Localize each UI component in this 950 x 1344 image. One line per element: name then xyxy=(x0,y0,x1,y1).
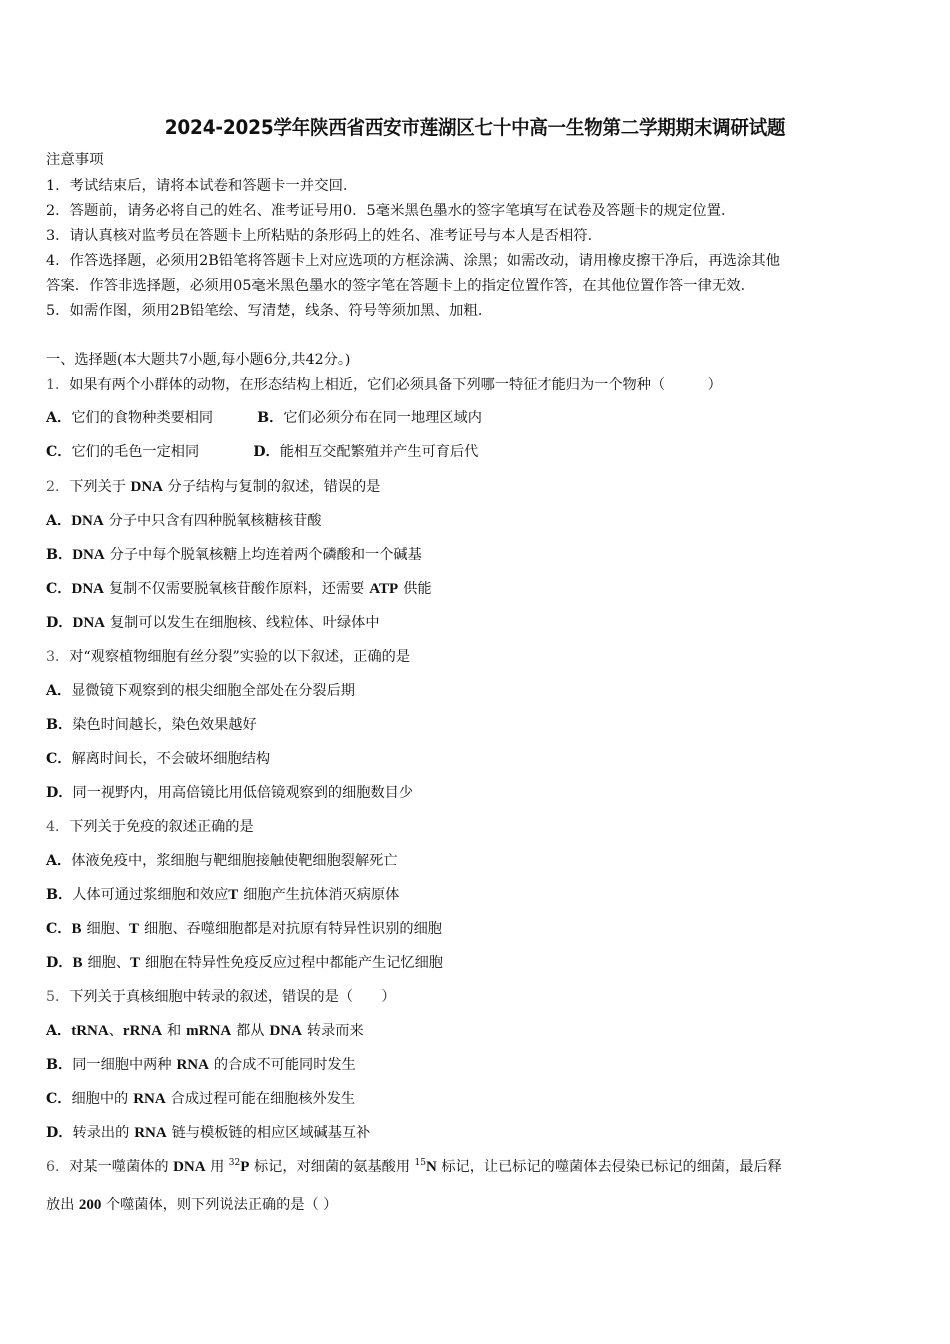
question-1-options-row2 xyxy=(46,442,478,462)
option-text: 链与模板链的相应区域碱基互补 xyxy=(171,1125,371,1141)
option-text: 分子中只含有四种脱氧核糖核苷酸 xyxy=(108,513,322,529)
term: T xyxy=(130,955,141,971)
option-text: 转录出的 xyxy=(72,1125,130,1141)
question-5-stem xyxy=(46,987,396,1007)
question-5-option-d xyxy=(46,1123,370,1143)
question-number: 4． xyxy=(46,819,70,835)
option-label: B． xyxy=(257,410,284,426)
question-3-option-d xyxy=(46,783,413,803)
term: RNA xyxy=(176,1057,209,1073)
option-text: 染色时间越长，染色效果越好 xyxy=(72,717,257,733)
option-label: C． xyxy=(46,581,72,597)
question-4-option-c xyxy=(46,919,442,939)
notice-item: 答案．作答非选择题，必须用05毫米黑色墨水的签字笔在答题卡上的指定位置作答，在其他位置作答一律无效． xyxy=(46,278,756,294)
term: B xyxy=(72,955,83,971)
option-text: 的合成不可能同时发生 xyxy=(213,1057,356,1073)
option-text: 它们必须分布在同一地理区域内 xyxy=(283,410,482,426)
option-text: 它们的食物种类要相同 xyxy=(71,410,214,426)
question-text: 分子结构与复制的叙述，错误的是 xyxy=(167,479,381,495)
option-text: 复制不仅需要脱氧核苷酸作原料，还需要 xyxy=(108,581,365,597)
question-2-option-c xyxy=(46,579,432,599)
option-text: 它们的毛色一定相同 xyxy=(71,444,200,460)
option-text: 供能 xyxy=(403,581,432,597)
question-3-option-a xyxy=(46,681,355,701)
question-text: 个噬菌体，则下列说法正确的是（ ） xyxy=(105,1197,338,1213)
option-text: 人体可通过浆细胞和效应 xyxy=(72,887,229,903)
option-label: D． xyxy=(253,444,280,460)
question-number: 2． xyxy=(46,479,70,495)
option-label: C． xyxy=(46,1091,72,1107)
option-label: A． xyxy=(46,683,72,699)
term: T xyxy=(129,921,140,937)
option-text: 、 xyxy=(108,1023,123,1039)
term: N xyxy=(425,1159,437,1175)
term: DNA xyxy=(71,581,104,597)
option-label: D． xyxy=(46,1125,73,1141)
option-label: D． xyxy=(46,785,73,801)
question-text: 对“观察植物细胞有丝分裂”实验的以下叙述，正确的是 xyxy=(69,649,411,665)
option-label: B． xyxy=(46,547,73,563)
term: RNA xyxy=(133,1091,166,1107)
term: DNA xyxy=(269,1023,302,1039)
option-text: 细胞、 xyxy=(87,955,131,971)
notice-heading: 注意事项 xyxy=(46,152,104,168)
question-5-option-c xyxy=(46,1089,355,1109)
question-number: 6． xyxy=(46,1159,70,1175)
question-5-option-a xyxy=(46,1021,364,1041)
term: tRNA xyxy=(71,1023,109,1039)
option-text: 解离时间长，不会破坏细胞结构 xyxy=(71,751,271,767)
option-label: A． xyxy=(46,853,72,869)
superscript: 15 xyxy=(414,1158,426,1168)
question-2-option-b xyxy=(46,545,422,565)
option-text: 体液免疫中，浆细胞与靶细胞接触使靶细胞裂解死亡 xyxy=(71,853,398,869)
term: mRNA xyxy=(186,1023,232,1039)
question-5-option-b xyxy=(46,1055,356,1075)
question-text: 放出 xyxy=(46,1197,75,1213)
option-label: D． xyxy=(46,615,73,631)
term: RNA xyxy=(134,1125,167,1141)
superscript: 32 xyxy=(228,1158,241,1168)
option-label: B． xyxy=(46,1057,73,1073)
option-label: C． xyxy=(46,751,72,767)
term: DNA xyxy=(130,479,163,495)
option-label: D． xyxy=(46,955,73,971)
notice-item: 2．答题前，请务必将自己的姓名、准考证号用0．5毫米黑色墨水的签字笔填写在试卷及答题卡的规定位置． xyxy=(46,203,736,219)
option-text: 和 xyxy=(167,1023,182,1039)
question-text: 下列关于免疫的叙述正确的是 xyxy=(69,819,254,835)
notice-item: 4．作答选择题，必须用2B铅笔将答题卡上对应选项的方框涂满、涂黑；如需改动，请用橡皮擦干净后，再选涂其他 xyxy=(46,253,781,269)
question-text: 对某一噬菌体的 xyxy=(69,1159,169,1175)
option-text: 转录而来 xyxy=(306,1023,364,1039)
term: T xyxy=(228,887,239,903)
term: DNA xyxy=(173,1159,206,1175)
option-text: 显微镜下观察到的根尖细胞全部处在分裂后期 xyxy=(71,683,355,699)
notice-item: 1．考试结束后，请将本试卷和答题卡一并交回． xyxy=(46,178,358,194)
section-heading: 一、选择题(本大题共7小题,每小题6分,共42分。) xyxy=(46,352,351,368)
page-title: 2024-2025学年陕西省西安市莲湖区七十中高一生物第二学期期末调研试题 xyxy=(164,116,786,139)
term: 200 xyxy=(78,1197,102,1213)
question-3-option-b xyxy=(46,715,257,735)
question-3-option-c xyxy=(46,749,270,769)
question-2-option-a xyxy=(46,511,321,531)
question-1-options-row1 xyxy=(46,408,482,428)
option-label: C． xyxy=(46,921,72,937)
question-text: 如果有两个小群体的动物，在形态结构上相近，它们必须具备下列哪一特征才能归为一个物种（ ） xyxy=(69,377,722,393)
option-label: A． xyxy=(46,513,72,529)
option-text: 都从 xyxy=(236,1023,265,1039)
option-text: 细胞在特异性免疫反应过程中都能产生记忆细胞 xyxy=(145,955,443,971)
question-4-stem xyxy=(46,817,254,837)
question-1-stem xyxy=(46,375,722,395)
term: P xyxy=(240,1159,250,1175)
option-text: 细胞产生抗体消灭病原体 xyxy=(243,887,400,903)
option-text: 能相互交配繁殖并产生可育后代 xyxy=(279,444,479,460)
option-label: C． xyxy=(46,444,72,460)
question-4-option-d xyxy=(46,953,443,973)
question-text: 下列关于真核细胞中转录的叙述，错误的是（ ） xyxy=(69,989,396,1005)
question-4-option-a xyxy=(46,851,398,871)
option-text: 分子中每个脱氧核糖上均连着两个磷酸和一个碱基 xyxy=(109,547,422,563)
option-text: 同一视野内，用高倍镜比用低倍镜观察到的细胞数目少 xyxy=(72,785,414,801)
term: ATP xyxy=(369,581,399,597)
question-6-stem-line2 xyxy=(46,1195,337,1215)
notice-item: 3．请认真核对监考员在答题卡上所粘贴的条形码上的姓名、准考证号与本人是否相符． xyxy=(46,228,603,244)
option-label: A． xyxy=(46,410,72,426)
question-text: 标记，让已标记的噬菌体去侵染已标记的细菌，最后释 xyxy=(441,1159,782,1175)
option-text: 合成过程可能在细胞核外发生 xyxy=(170,1091,356,1107)
option-text: 细胞中的 xyxy=(71,1091,129,1107)
term: rRNA xyxy=(122,1023,163,1039)
question-6-stem-line1 xyxy=(46,1157,782,1177)
question-4-option-b xyxy=(46,885,399,905)
option-text: 复制可以发生在细胞核、线粒体、叶绿体中 xyxy=(109,615,380,631)
question-text: 用 xyxy=(210,1159,225,1175)
question-number: 1． xyxy=(46,377,70,393)
term: DNA xyxy=(72,547,105,563)
question-number: 3． xyxy=(46,649,70,665)
question-text: 下列关于 xyxy=(69,479,126,495)
option-text: 细胞、 xyxy=(86,921,130,937)
question-text: 标记，对细菌的氨基酸用 xyxy=(253,1159,411,1175)
term: DNA xyxy=(71,513,104,529)
option-text: 细胞、吞噬细胞都是对抗原有特异性识别的细胞 xyxy=(144,921,442,937)
option-label: B． xyxy=(46,887,73,903)
notice-item: 5．如需作图，须用2B铅笔绘、写清楚，线条、符号等须加黑、加粗． xyxy=(46,303,493,319)
question-2-option-d xyxy=(46,613,380,633)
option-label: A． xyxy=(46,1023,72,1039)
term: DNA xyxy=(72,615,105,631)
question-number: 5． xyxy=(46,989,70,1005)
option-text: 同一细胞中两种 xyxy=(72,1057,172,1073)
question-3-stem xyxy=(46,647,410,667)
term: B xyxy=(71,921,82,937)
option-label: B． xyxy=(46,717,73,733)
question-2-stem xyxy=(46,477,380,497)
